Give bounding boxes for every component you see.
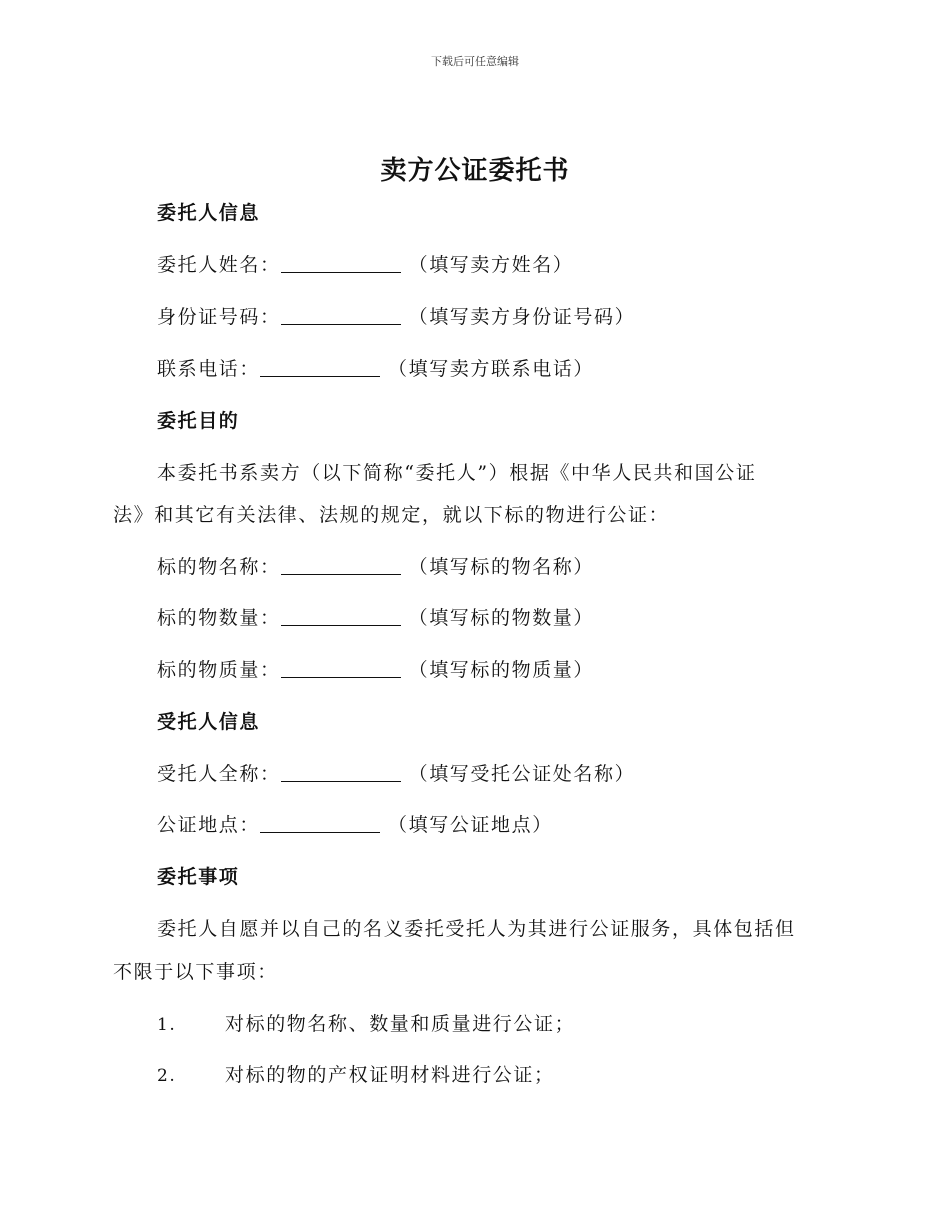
field-label: 联系电话： [157,358,261,380]
field-principal-id [157,302,635,329]
document-title: 卖方公证委托书 [380,156,570,186]
field-item-quantity [157,603,594,630]
fill-blank[interactable] [281,606,401,626]
field-item-name [157,552,594,579]
field-principal-name [157,250,573,277]
matters-paragraph-line1: 委托人自愿并以自己的名义委托受托人为其进行公证服务，具体包括但 [157,918,796,940]
section-heading-purpose: 委托目的 [157,410,240,432]
list-item [157,1009,575,1036]
field-label: 标的物数量： [157,607,281,629]
field-agent-name [157,759,635,786]
field-hint: （填写受托公证处名称） [408,763,636,785]
field-hint: （填写标的物质量） [408,659,595,681]
field-hint: （填写卖方姓名） [408,254,574,276]
fill-blank[interactable] [281,658,401,678]
fill-blank[interactable] [281,762,401,782]
matters-paragraph-line2: 不限于以下事项： [113,961,278,983]
list-item-number: 1. [157,1015,177,1035]
field-hint: （填写标的物名称） [408,556,595,578]
purpose-paragraph-line1: 本委托书系卖方（以下简称“委托人”）根据《中华人民共和国公证 [157,462,757,484]
field-label: 公证地点： [157,814,261,836]
field-label: 标的物质量： [157,659,281,681]
fill-blank[interactable] [260,813,380,833]
header-note: 下载后可任意编辑 [431,55,519,68]
list-item-text: 对标的物的产权证明材料进行公证； [225,1064,555,1086]
fill-blank[interactable] [281,555,401,575]
list-item-number: 2. [157,1066,177,1086]
field-hint: （填写标的物数量） [408,607,595,629]
section-heading-principal: 委托人信息 [157,202,261,224]
list-item-text: 对标的物名称、数量和质量进行公证； [225,1013,576,1035]
field-hint: （填写卖方身份证号码） [408,306,636,328]
field-label: 身份证号码： [157,306,281,328]
field-label: 受托人全称： [157,763,281,785]
fill-blank[interactable] [281,253,401,273]
field-label: 委托人姓名： [157,254,281,276]
field-principal-phone [157,354,594,381]
field-item-quality [157,655,594,682]
section-heading-agent: 受托人信息 [157,711,261,733]
field-label: 标的物名称： [157,556,281,578]
fill-blank[interactable] [281,305,401,325]
list-item [157,1060,555,1087]
section-heading-matters: 委托事项 [157,866,240,888]
field-hint: （填写公证地点） [388,814,553,836]
fill-blank[interactable] [260,357,380,377]
field-hint: （填写卖方联系电话） [388,358,595,380]
purpose-paragraph-line2: 法》和其它有关法律、法规的规定，就以下标的物进行公证： [113,504,670,526]
field-agent-location [157,810,553,837]
